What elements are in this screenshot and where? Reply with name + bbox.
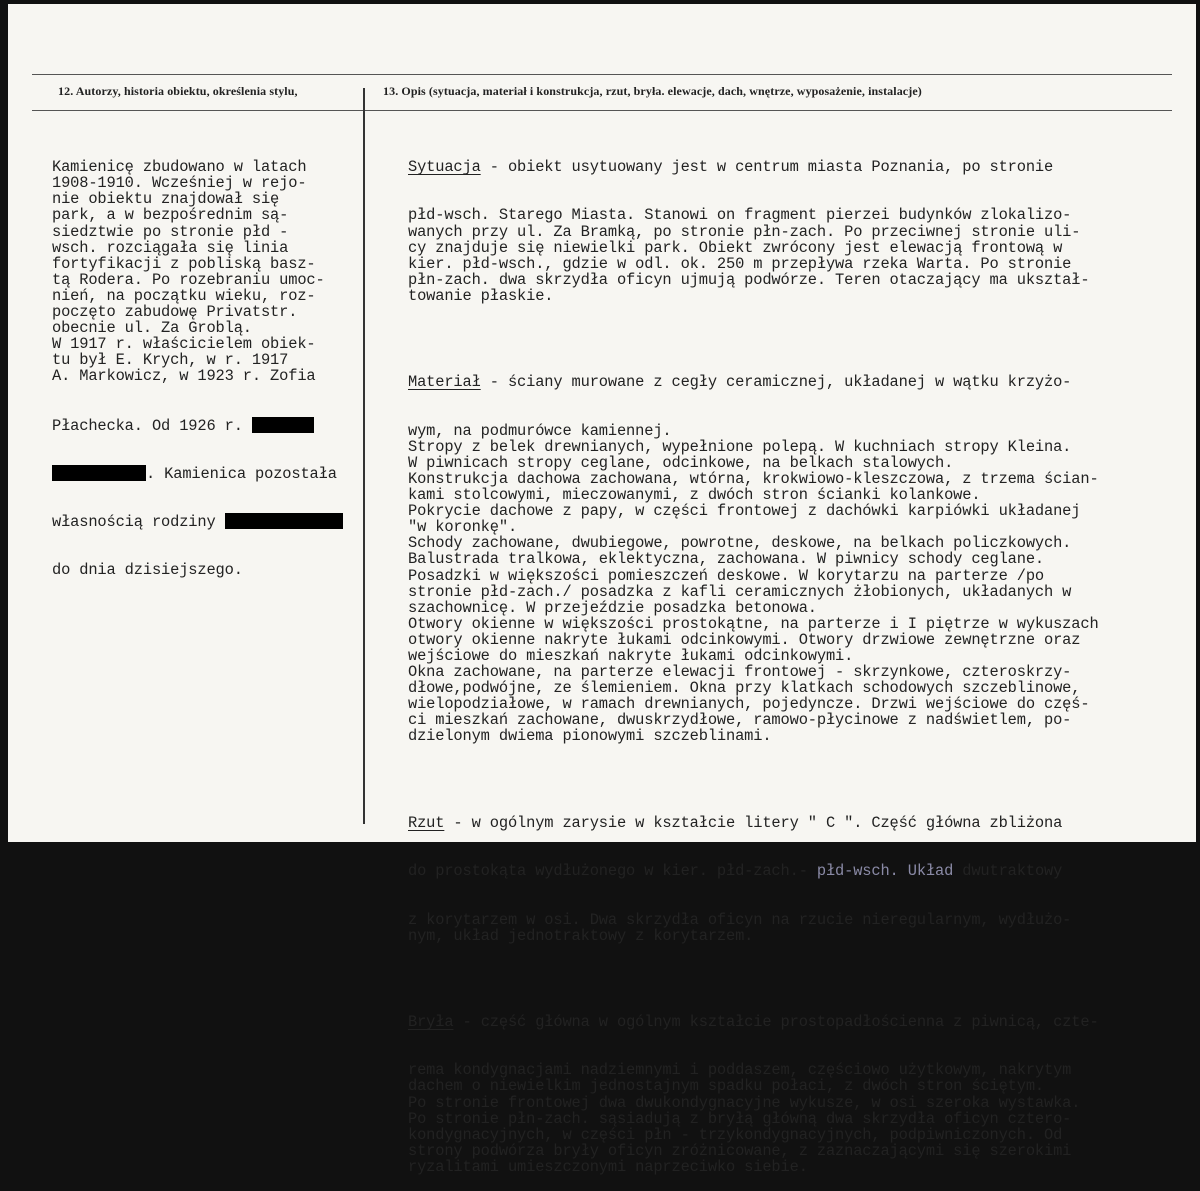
sytuacja-line: cy znajduje się niewielki park. Obiekt zwrócony jest elewacją frontową w (408, 238, 1063, 257)
bryla-line: strony podwórza bryły oficyn zróżnicowane, z zaznaczającymi się szerokimi (408, 1141, 1072, 1160)
description-text (408, 127, 1099, 1191)
rzut-first-line: Rzut - w ogólnym zarysie w kształcie litery " C ". Część główna zbliżona (408, 813, 1063, 832)
material-line: wielopodziałowe, w ramach drewnianych, pojedyncze. Drzwi wejściowe do częś- (408, 695, 1090, 714)
top-rule (32, 74, 1172, 75)
sytuacja-line: wanych przy ul. Za Bramką, po stronie płn-zach. Po przeciwnej stronie uli- (408, 222, 1081, 241)
sytuacja-line: płd-wsch. Starego Miasta. Stanowi on fragment pierzei budynków zlokalizo- (408, 206, 1072, 225)
material-line: wejściowe do mieszkań nakryte łukami odcinkowymi. (408, 647, 854, 665)
material-line: W piwnicach stropy ceglane, odcinkowe, na belkach stalowych. (408, 453, 954, 472)
material-line: stronie płd-zach./ posadzka z kafli ceramicznych żłobionych, układanych w (408, 582, 1072, 601)
rzut-second-line: do prostokąta wydłużonego w kier. płd-zach.- płd-wsch. Układ dwutraktowy (408, 862, 1063, 881)
sytuacja-first-line: Sytuacja - obiekt usytuowany jest w centrum miasta Poznania, po stronie (408, 158, 1054, 177)
section-heading-bryla: Bryła (408, 1013, 454, 1032)
rzut-line: nym, układ jednotraktowy z korytarzem. (408, 926, 754, 945)
redaction-box (252, 417, 314, 433)
material-line: Konstrukcja dachowa zachowana, wtórna, krokwiowo-kleszczowa, z trzema ścian- (408, 469, 1099, 488)
material-line: otwory okienne nakryte łukami odcinkowymi. Otwory drzwiowe zewnętrzne oraz (408, 630, 1081, 649)
history-line: Kamienicę zbudowano w latach (52, 158, 307, 177)
redaction-box (225, 513, 343, 529)
material-line: Posadzki w większości pomieszczeń deskowe. W korytarzu na parterze /po (408, 566, 1045, 585)
material-line: Otwory okienne w większości prostokątne, na parterze i I piętrze w wykuszach (408, 614, 1099, 633)
bryla-line: Po stronie frontowej dwa dwukondygnacyjne wykusze, w osi szeroka wystawka. (408, 1093, 1081, 1112)
material-line: szachownicę. W przejeździe posadzka betonowa. (408, 598, 817, 617)
column-divider (363, 88, 365, 824)
header-rule (32, 110, 1172, 111)
history-line: A. Markowicz, w 1923 r. Zofia (52, 367, 316, 386)
history-line: tą Rodera. Po rozebraniu umoc- (52, 270, 325, 289)
history-line: fortyfikacji z pobliską basz- (52, 254, 316, 273)
sytuacja-line: płn-zach. dwa skrzydła oficyn ujmują podwórze. Teren otaczający ma ukształ- (408, 270, 1090, 289)
bryla-line: dachem o niewielkim jednostajnym spadku połaci, z dwóch stron ściętym. (408, 1077, 1045, 1096)
history-line-15: Płachecka. Od 1926 r. (52, 417, 343, 433)
history-line: tu był E. Krych, w r. 1917 (52, 351, 289, 370)
sytuacja-line: kier. płd-wsch., gdzie w odl. ok. 250 m przepływa rzeka Warta. Po stronie (408, 254, 1072, 273)
material-first-line: Materiał - ściany murowane z cegły ceramicznej, układanej w wątku krzyżo- (408, 373, 1072, 392)
material-line: Stropy z belek drewnianych, wypełnione polepą. W kuchniach stropy Kleina. (408, 437, 1072, 456)
section-heading-material: Materiał (408, 373, 481, 392)
rzut-line: z korytarzem w osi. Dwa skrzydła oficyn na rzucie nieregularnym, wydłużo- (408, 910, 1072, 929)
history-line-17: własnością rodziny (52, 513, 343, 529)
history-line: nie obiektu znajdował się (52, 190, 280, 209)
bryla-line: Po stronie płn-zach. sąsiadują z bryłą główną dwa skrzydła oficyn cztero- (408, 1109, 1072, 1128)
history-line-16: . Kamienica pozostała (52, 465, 343, 481)
history-text (52, 127, 343, 594)
redaction-box (52, 465, 146, 481)
material-line: wym, na podmurówce kamiennej. (408, 421, 672, 440)
material-line: Schody zachowane, dwubiegowe, powrotne, deskowe, na belkach policzkowych. (408, 534, 1072, 553)
sytuacja-line: towanie płaskie. (408, 286, 554, 305)
material-line: ci mieszkań zachowane, dwuskrzydłowe, ramowo-płycinowe z nadświetlem, po- (408, 711, 1072, 730)
material-line: Balustrada tralkowa, eklektyczna, zachowana. W piwnicy schody ceglane. (408, 550, 1045, 569)
history-line-18: do dnia dzisiejszego. (52, 560, 243, 579)
history-line: obecnie ul. Za Groblą. (52, 319, 252, 338)
material-line: dłowe,podwójne, ze ślemieniem. Okna przy klatkach schodowych szczeblinowe, (408, 679, 1081, 698)
history-line: poczęto zabudowę Privatstr. (52, 303, 298, 322)
right-column-header: 13. Opis (sytuacja, materiał i konstrukcja, rzut, bryła. elewacje, dach, wnętrze, wyposażenie, instalacje) (383, 84, 922, 98)
material-line: "w koronkę". (408, 518, 518, 537)
history-line: nień, na początku wieku, roz- (52, 286, 316, 305)
bryla-line: rema kondygnacjami nadziemnymi i poddaszem, częściowo użytkowym, nakrytym (408, 1061, 1072, 1080)
bryla-line: kondygnacyjnych, w części płn - trzykondygnacyjnych, podpiwniczonych. Od (408, 1125, 1063, 1144)
material-line: Pokrycie dachowe z papy, w części frontowej z dachówki karpiówki układanej (408, 502, 1081, 521)
bryla-first-line: Bryła - część główna w ogólnym kształcie prostopadłościenna z piwnicą, czte- (408, 1013, 1099, 1032)
material-line: dzielonym dwiema pionowymi szczeblinami. (408, 727, 772, 746)
bryla-line: ryzalitami umieszczonymi naprzeciwko siebie. (408, 1157, 808, 1176)
left-column-header: 12. Autorzy, historia obiektu, określenia stylu, (58, 84, 298, 98)
material-line: kami stolcowymi, mieczowanymi, z dwóch stron ścianki kolankowe. (408, 486, 981, 505)
history-line: 1908-1910. Wcześniej w rejo- (52, 174, 307, 193)
history-line: park, a w bezpośrednim są- (52, 206, 289, 225)
material-line: Okna zachowane, na parterze elewacji frontowej - skrzynkowe, czteroskrzy- (408, 663, 1072, 682)
section-heading-sytuacja: Sytuacja (408, 158, 481, 177)
history-line: siedztwie po stronie płd - (52, 222, 289, 241)
history-line: W 1917 r. właścicielem obiek- (52, 335, 316, 354)
history-line: wsch. rozciągała się linia (52, 238, 289, 257)
section-heading-rzut: Rzut (408, 813, 445, 832)
